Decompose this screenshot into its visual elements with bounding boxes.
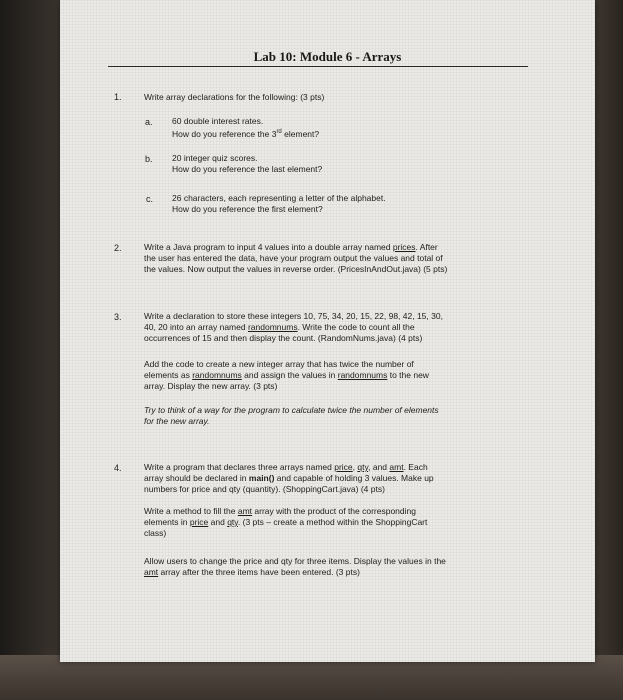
question-4-part-2: Write a method to fill the amt array with the product of the corresponding elements in price and qty. (3 pts – create a method within the ShoppingCart class)	[144, 506, 428, 538]
question-3-part-3: Try to think of a way for the program to calculate twice the number of elements for the new array.	[144, 405, 439, 426]
q1-b-text	[172, 153, 322, 175]
question-4-part-3: Allow users to change the price and qty for three items. Display the values in the amt array after the three items have been entered. (3 pts)	[144, 556, 446, 577]
title-rule	[108, 66, 528, 67]
desk-background-left	[0, 0, 60, 700]
q1-b-line2: How do you reference the last element?	[172, 164, 323, 174]
q1-b-line1: 20 integer quiz scores.	[172, 153, 258, 163]
paper-sheet	[60, 0, 595, 662]
q1-c-label: c.	[146, 194, 154, 204]
q1-c-text	[172, 193, 386, 215]
question-3-part-2: Add the code to create a new integer array that has twice the number of elements as randomnums and assign the values in randomnums to the new array. Display the new array. (3 pts)	[144, 359, 429, 391]
question-1-text: Write array declarations for the following: (3 pts)	[144, 92, 325, 102]
q1-c-line2: How do you reference the first element?	[172, 204, 323, 214]
q1-a-text	[172, 116, 319, 140]
q1-a-line1: 60 double interest rates.	[172, 116, 264, 126]
question-3-number: 3.	[114, 312, 122, 322]
q1-a-label: a.	[145, 117, 153, 127]
page-title: Lab 10: Module 6 - Arrays	[253, 49, 402, 64]
question-4-part-1: Write a program that declares three arrays named price, qty, and amt. Each array should be declared in main() and capable of holding 3 values. Make up numbers for price and qty (quantity). (ShoppingCart.java) (4 pts)	[144, 462, 434, 494]
question-2-text: Write a Java program to input 4 values into a double array named prices. After the user has entered the data, have your program output the values and total of the values. Now output the values in reverse order. (PricesInAndOut.java) (5 pts)	[144, 242, 448, 274]
question-4-number: 4.	[114, 463, 122, 473]
q1-b-label: b.	[145, 154, 153, 164]
question-2-number: 2.	[114, 243, 122, 253]
question-3-part-1: Write a declaration to store these integers 10, 75, 34, 20, 15, 22, 98, 42, 15, 30, 40, 20 into an array named randomnums. Write the code to count all the occurrences of 15 and then display the count. (RandomNums.java) (4 pts)	[144, 311, 443, 343]
q1-c-line1: 26 characters, each representing a letter of the alphabet.	[172, 193, 386, 203]
question-1-number: 1.	[114, 92, 122, 102]
q1-a-line2: How do you reference the 3rd element?	[172, 128, 320, 139]
